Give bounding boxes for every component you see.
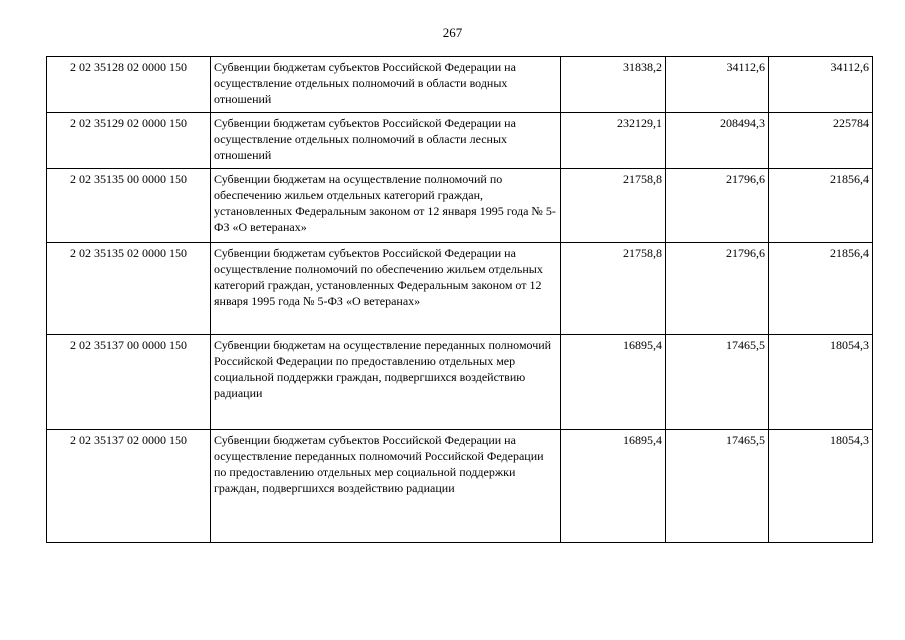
table-row (47, 335, 873, 430)
page-number: 267 (442, 25, 463, 40)
revenue-name-cell: Субвенции бюджетам на осуществление переданных полномочий Российской Федерации по предоставлению отдельных мер социальной поддержки граждан, подвергшихся воздействию радиации (211, 335, 561, 430)
value-year-1-cell: 21758,8 (561, 169, 666, 243)
value-year-2-cell: 34112,6 (666, 57, 769, 113)
value-year-1-cell: 232129,1 (561, 113, 666, 169)
value-year-2-cell: 17465,5 (666, 430, 769, 543)
revenue-code-cell: 2 02 35128 02 0000 150 (47, 57, 211, 113)
value-year-1-cell: 16895,4 (561, 335, 666, 430)
revenue-code-cell: 2 02 35135 02 0000 150 (47, 243, 211, 335)
revenue-code-cell: 2 02 35135 00 0000 150 (47, 169, 211, 243)
revenue-code-cell: 2 02 35129 02 0000 150 (47, 113, 211, 169)
value-year-3-cell: 225784 (769, 113, 873, 169)
value-year-3-cell: 21856,4 (769, 169, 873, 243)
revenue-name-cell: Субвенции бюджетам субъектов Российской Федерации на осуществление полномочий по обеспечению жильем отдельных категорий граждан, установленных Федеральным законом от 12 января 1995 года № 5-ФЗ «О ветеранах» (211, 243, 561, 335)
revenue-code-cell: 2 02 35137 00 0000 150 (47, 335, 211, 430)
revenue-code-cell: 2 02 35137 02 0000 150 (47, 430, 211, 543)
table-row (47, 169, 873, 243)
value-year-1-cell: 16895,4 (561, 430, 666, 543)
value-year-2-cell: 17465,5 (666, 335, 769, 430)
value-year-2-cell: 21796,6 (666, 169, 769, 243)
value-year-1-cell: 31838,2 (561, 57, 666, 113)
value-year-1-cell: 21758,8 (561, 243, 666, 335)
revenue-name-cell: Субвенции бюджетам субъектов Российской Федерации на осуществление отдельных полномочий в области водных отношений (211, 57, 561, 113)
table-row (47, 57, 873, 113)
table-row (47, 243, 873, 335)
value-year-2-cell: 208494,3 (666, 113, 769, 169)
value-year-3-cell: 21856,4 (769, 243, 873, 335)
value-year-2-cell: 21796,6 (666, 243, 769, 335)
value-year-3-cell: 18054,3 (769, 430, 873, 543)
table-row (47, 113, 873, 169)
revenue-name-cell: Субвенции бюджетам субъектов Российской Федерации на осуществление переданных полномочий Российской Федерации по предоставлению отдельных мер социальной поддержки граждан, подвергшихся воздействию радиации (211, 430, 561, 543)
budget-revenue-table (46, 56, 873, 543)
value-year-3-cell: 18054,3 (769, 335, 873, 430)
revenue-name-cell: Субвенции бюджетам субъектов Российской Федерации на осуществление отдельных полномочий в области лесных отношений (211, 113, 561, 169)
value-year-3-cell: 34112,6 (769, 57, 873, 113)
revenue-name-cell: Субвенции бюджетам на осуществление полномочий по обеспечению жильем отдельных категорий граждан, установленных Федеральным законом от 12 января 1995 года № 5-ФЗ «О ветеранах» (211, 169, 561, 243)
table-row (47, 430, 873, 543)
